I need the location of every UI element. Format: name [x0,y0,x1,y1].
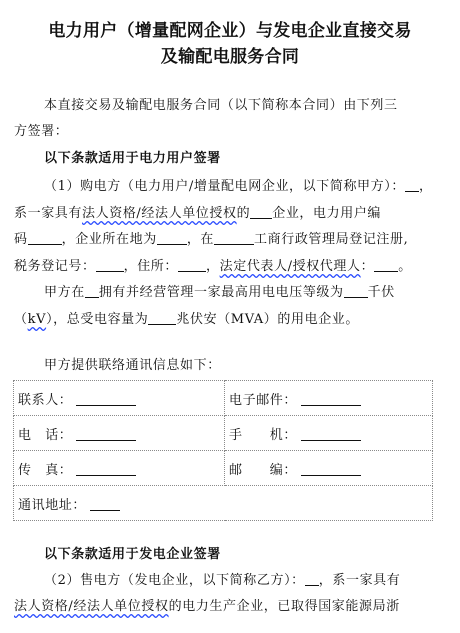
capacity-blank[interactable] [148,312,176,325]
representative-blank[interactable] [374,259,398,272]
buyer-paragraph-2-line-2 [14,311,446,329]
buyer-paragraph-line-3 [14,231,446,249]
registry-office-blank[interactable] [214,232,254,245]
user-code-blank[interactable] [28,232,62,245]
text-segment: 的电力生产企业，已取得国家能源局浙 [168,599,400,614]
postcode-cell [225,451,433,486]
table-row [14,381,433,416]
document-title-line-2: 及输配电服务合同 [160,47,300,67]
text-segment: 码 [14,232,28,247]
text-segment: 甲方在 [44,285,85,300]
section-2-heading: 以下条款适用于发电企业签署 [44,547,221,562]
text-segment: （2）售电方（发电企业，以下简称乙方）： [44,573,305,588]
contact-person-blank[interactable] [76,393,136,406]
location-blank[interactable] [157,232,187,245]
fax-cell [14,451,225,486]
mobile-blank[interactable] [301,428,361,441]
email-cell [225,381,433,416]
contact-person-label: 联系人： [18,392,73,408]
table-row [14,451,433,486]
text-segment: 的 [236,206,251,221]
address-label: 通讯地址： [18,497,87,513]
buyer-paragraph-line-2 [14,205,446,223]
buyer-paragraph-2-line-1 [14,284,460,302]
operating-location-blank[interactable] [85,285,99,298]
kv-unit-text: kV [27,312,47,327]
buyer-intro-text: （1）购电方（电力用户/增量配电网企业，以下简称甲方）： [44,179,405,194]
buyer-paragraph-line-1 [14,178,460,196]
address-cell [14,486,433,521]
address-table-blank[interactable] [90,498,120,511]
text-segment: ，系一家具有 [318,573,401,588]
text-segment: 千伏 [367,285,395,300]
fax-blank[interactable] [76,463,136,476]
seller-paragraph-line-1 [14,572,460,590]
seller-paragraph-line-2 [14,598,446,616]
voltage-level-blank[interactable] [344,285,368,298]
text-segment: ，住所： [123,259,179,274]
fax-label: 传 真： [18,462,73,478]
tax-number-blank[interactable] [96,259,124,272]
buyer-name-blank[interactable] [405,179,419,192]
table-row [14,486,433,521]
phone-label: 电 话： [18,427,73,443]
contact-info-intro: 甲方提供联络通讯信息如下： [44,358,221,373]
text-segment: ），总受电容量为 [46,312,149,327]
postcode-label: 邮 编： [229,462,298,478]
phone-blank[interactable] [76,428,136,441]
text-segment: 系一家具有 [14,206,83,221]
seller-name-blank[interactable] [305,573,319,586]
text-segment: ，企业所在地为 [61,232,157,247]
text-segment: （ [14,312,28,327]
mobile-cell [225,416,433,451]
comma-text: ， [418,179,433,194]
section-1-heading: 以下条款适用于电力用户签署 [44,151,221,166]
phone-cell [14,416,225,451]
email-blank[interactable] [301,393,361,406]
text-segment: 兆伏安（MVA）的用电企业。 [176,312,359,327]
postcode-blank[interactable] [301,463,361,476]
seller-legal-qualification-text: 法人资格/经法人单位授权 [14,599,169,614]
text-segment: 税务登记号： [14,259,96,274]
legal-qualification-text: 法人资格/经法人单位授权 [82,206,237,221]
text-segment: 工商行政管理局登记注册, [254,232,409,247]
intro-line-1: 本直接交易及输配电服务合同（以下简称本合同）由下列三 [44,98,398,113]
text-segment: ， [206,259,220,274]
contact-info-table [13,380,433,521]
enterprise-type-blank[interactable] [250,206,272,219]
text-segment: 企业，电力用户编 [272,206,382,221]
text-segment: 。 [398,259,412,274]
email-label: 电子邮件： [229,392,298,408]
table-row [14,416,433,451]
text-segment: 拥有并经营管理一家最高用电电压等级为 [98,285,344,300]
contact-person-cell [14,381,225,416]
legal-representative-text: 法定代表人/授权代理人 [219,259,361,274]
text-segment: ，在 [186,232,215,247]
text-segment: ： [360,259,375,274]
intro-line-2: 方签署： [14,124,69,139]
address-blank[interactable] [178,259,206,272]
buyer-paragraph-line-4 [14,258,446,276]
mobile-label: 手 机： [229,427,298,443]
document-title-line-1: 电力用户（增量配网企业）与发电企业直接交易 [48,21,412,41]
